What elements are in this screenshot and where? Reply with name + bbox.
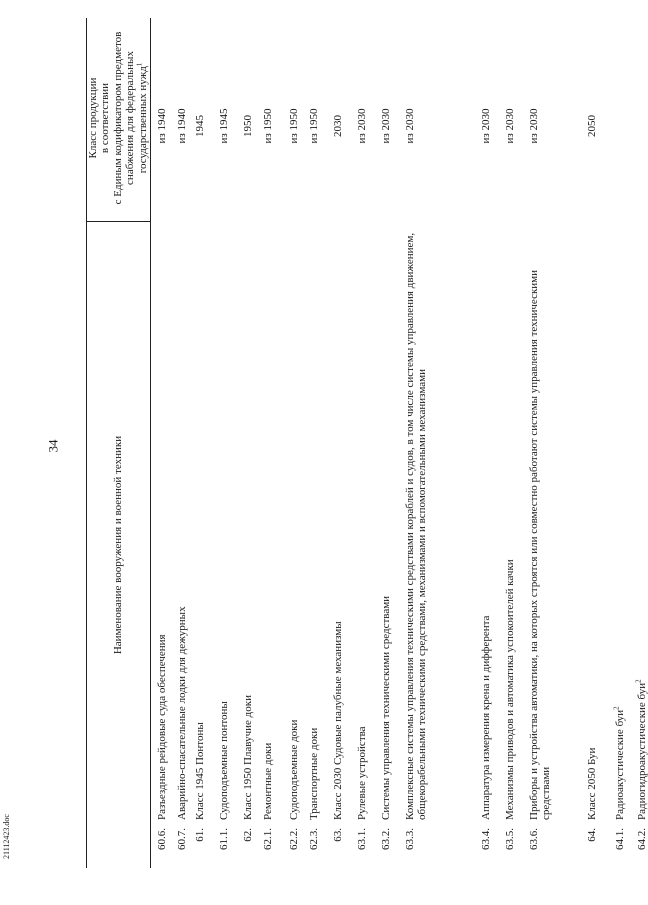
row-name: Класс 2030 Судовые палубные механизмы: [332, 621, 344, 820]
class-header-line: снабжения для федеральных: [124, 51, 137, 185]
row-number: 63.2.: [380, 828, 392, 850]
row-number: 62.1.: [262, 828, 274, 850]
row-name: Аппаратура измерения крена и дифферента: [480, 615, 492, 820]
row-number: 63.4.: [480, 828, 492, 850]
document-id: 21112423.doc: [1, 814, 11, 859]
footnote-mark: 1: [135, 62, 144, 67]
row-class: из 1950: [288, 108, 300, 144]
row-class: 2030: [332, 115, 344, 137]
column-header-name: Наименование вооружения и военной техники: [111, 435, 124, 655]
row-name: Аварийно-спасательные лодки для дежурных: [176, 606, 188, 820]
row-number: 63.5.: [504, 828, 516, 850]
row-class: из 1950: [308, 108, 320, 144]
class-header-line: с Единым кодификатором предметов: [111, 31, 124, 205]
row-name: Рулевые устройства: [356, 726, 368, 820]
row-number: 62.: [242, 828, 254, 842]
row-name: Радиоакустические буи$^2$: [612, 706, 626, 820]
row-number: 64.1.: [614, 828, 626, 850]
row-name: Класс 1945 Понтоны: [194, 722, 206, 820]
row-class: из 2030: [356, 108, 368, 144]
header-bottom-rule: [150, 18, 151, 868]
class-header-line: Класс продукции: [86, 77, 99, 159]
row-class: из 2030: [380, 108, 392, 144]
row-class: из 2030: [504, 108, 516, 144]
row-number: 61.: [194, 828, 206, 842]
footnote-mark: 2: [612, 706, 621, 710]
row-number: 60.6.: [156, 828, 168, 850]
row-number: 60.7.: [176, 828, 188, 850]
row-number: 64.2.: [636, 828, 648, 850]
row-class: 1945: [194, 115, 206, 137]
row-class: 2050: [586, 115, 598, 137]
page-number: 34: [45, 439, 61, 453]
row-name: Судоподъемные понтоны: [218, 701, 230, 820]
row-name: Комплексные системы управления техническими средствами кораблей и судов, в том числе системы управления движением, общекорабельными техническими средствами, механизмами и вспомогательными механизмами: [404, 232, 428, 820]
class-header-line: государственных нужд$^1$: [135, 62, 149, 174]
row-name: Транспортные доки: [308, 727, 320, 820]
row-name: Разъездные рейдовые суда обеспечения: [156, 634, 168, 820]
row-class: из 2030: [404, 108, 416, 144]
row-number: 62.2.: [288, 828, 300, 850]
row-number: 62.3.: [308, 828, 320, 850]
footnote-mark: 2: [634, 679, 643, 683]
row-name: Судоподъемные доки: [288, 719, 300, 820]
row-number: 63.3.: [404, 828, 416, 850]
row-class: из 1940: [156, 108, 168, 144]
row-name: Механизмы приводов и автоматика успокоителей качки: [504, 559, 516, 820]
row-name: Системы управления техническими средствами: [380, 595, 392, 820]
column-header-class: [88, 20, 148, 216]
class-header-line: в соответствии: [99, 82, 112, 154]
row-class: из 1940: [176, 108, 188, 144]
row-number: 61.1.: [218, 828, 230, 850]
row-name: Класс 1950 Плавучие доки: [242, 695, 254, 820]
row-class: 1950: [242, 115, 254, 137]
row-name: Радиогидроакустические буи$^2$: [634, 679, 648, 820]
row-number: 63.6.: [528, 828, 540, 850]
row-class: из 2030: [528, 108, 540, 144]
row-name: Ремонтные доки: [262, 742, 274, 820]
row-class: из 1950: [262, 108, 274, 144]
row-number: 63.: [332, 828, 344, 842]
rotated-table: [86, 18, 648, 868]
row-class: из 2030: [480, 108, 492, 144]
row-number: 64.: [586, 828, 598, 842]
row-number: 63.1.: [356, 828, 368, 850]
row-name: Класс 2050 Буи: [586, 747, 598, 820]
row-class: из 1945: [218, 108, 230, 144]
row-name: Приборы и устройства автоматики, на которых строятся или совместно работают системы управления техническими средствами: [528, 269, 552, 820]
